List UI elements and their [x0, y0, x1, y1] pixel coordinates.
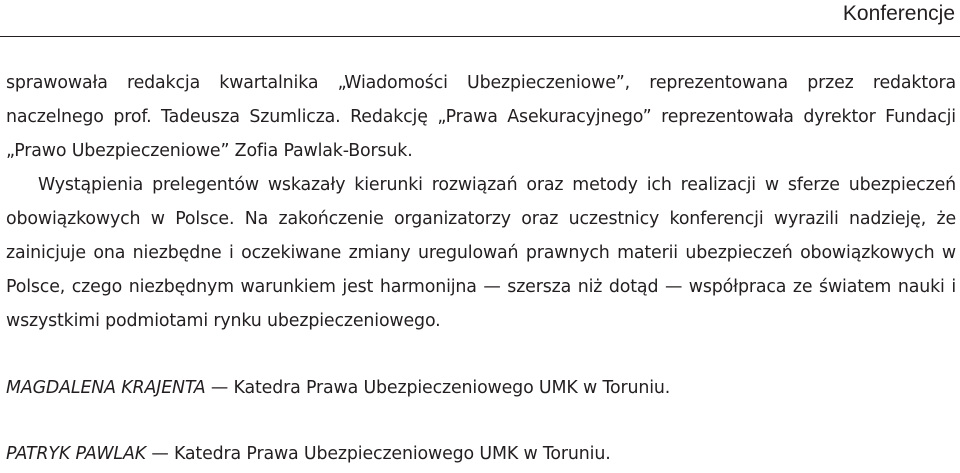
page-header	[0, 0, 960, 40]
author-line-2	[6, 442, 611, 466]
paragraph-1: sprawowała redakcja kwartalnika „Wiadomości Ubezpieczeniowe”, reprezentowana przez redaktora naczelnego prof. Tadeusza Szumlicza. Redakcję „Prawa Asekuracyjnego” reprezentowała dyrektor Fundacji „Prawo Ubezpieczeniowe” Zofia Pawlak-Borsuk.	[6, 73, 956, 161]
header-rule	[0, 36, 960, 37]
author-affiliation-2: Katedra Prawa Ubezpieczeniowego UMK w Toruniu.	[173, 444, 611, 464]
author-affiliation-1: Katedra Prawa Ubezpieczeniowego UMK w Toruniu.	[233, 378, 671, 398]
author-separator-2: —	[145, 444, 174, 464]
article-body	[6, 66, 956, 338]
paragraph-2: Wystąpienia prelegentów wskazały kierunki rozwiązań oraz metody ich realizacji w sferze ubezpieczeń obowiązkowych w Polsce. Na zakończenie organizatorzy oraz uczestnicy konferencji wyrazili nadzieję, że zainicjuje ona niezbędne i oczekiwane zmiany uregulowań prawnych materii ubezpieczeń obowiązkowych w Polsce, czego niezbędnym warunkiem jest harmonijna — szersza niż dotąd — współpraca ze światem nauki i wszystkimi podmiotami rynku ubezpieczeniowego.	[6, 175, 956, 331]
author-name-1: MAGDALENA KRAJENTA	[6, 378, 206, 398]
section-title: Konferencje	[842, 2, 955, 25]
author-line-1	[6, 376, 670, 400]
author-name-2: PATRYK PAWLAK	[6, 444, 146, 464]
author-separator-1: —	[205, 378, 234, 398]
